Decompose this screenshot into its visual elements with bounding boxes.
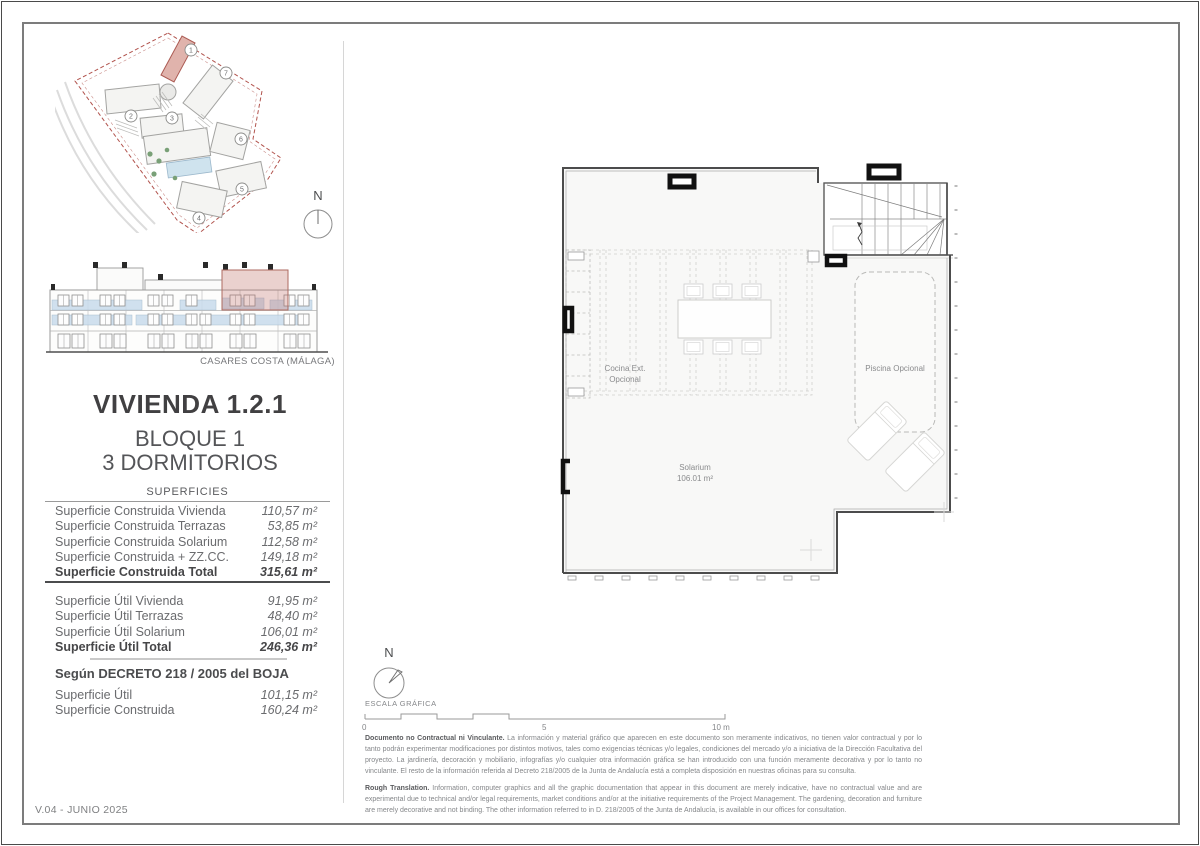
table-row-total: Superficie Útil Total 246,36 m² — [55, 639, 317, 654]
plan-north-label: N — [384, 645, 394, 660]
block-label: BLOQUE 1 — [134, 426, 246, 451]
table-row: Superficie Construida Terrazas 53,85 m² — [55, 519, 317, 534]
unit-title: VIVIENDA 1.2.1 — [93, 389, 287, 419]
table-row: Superficie Útil 101,15 m² — [55, 688, 317, 702]
scale-tick-0: 0 — [362, 723, 367, 732]
surfaces-header: SUPERFICIES — [146, 486, 229, 498]
decree-table — [45, 688, 317, 719]
railing-posts — [568, 576, 819, 580]
scale-tick-10: 10 m — [712, 723, 730, 732]
site-north-label: N — [313, 188, 323, 203]
unit-subtitle — [40, 427, 340, 475]
section-separator — [90, 658, 287, 660]
disclaimer-en-lead: Rough Translation. — [365, 785, 430, 793]
elevation-drawing — [40, 250, 332, 362]
disclaimer-block — [365, 734, 922, 824]
table-row: Superficie Construida + ZZ.CC. 149,18 m² — [55, 549, 317, 564]
built-total-rule — [45, 581, 330, 583]
table-row: Superficie Útil Solarium 106,01 m² — [55, 624, 317, 639]
surfaces-header-rule — [45, 501, 330, 502]
table-row: Superficie Construida Solarium 112,58 m² — [55, 534, 317, 549]
table-row: Superficie Construida 160,24 m² — [55, 703, 317, 718]
disclaimer-es: Documento no Contractual ni Vinculante. La información y material gráfico que aparecen en este documento son meramente indicativos, no tienen valor contractual y por lo tanto podrán experimentar modificaciones por distintos motivos, tales como exigencias técnicas y/o legales, condiciones del mercado y/o a iniciativa de la Dirección Facultativa del proyecto. La jardinería, decoración y mobiliario, infografías y/o cualquier otra información gráfica se han introducido con una función meramente decorativa y por lo tanto no vinculante. El resto de la información referida al Decreto 218/2005 de la Junta de Andalucía está a completa disposición en nuestras oficinas para su consulta. — [365, 735, 922, 775]
bedrooms-label: 3 DORMITORIOS — [102, 450, 278, 475]
column-divider — [343, 41, 344, 803]
plan-north-compass — [366, 643, 416, 703]
built-surfaces-table — [45, 504, 317, 580]
badge-1: 1 — [189, 47, 193, 55]
staircase — [824, 183, 953, 258]
solarium-label: Solarium — [679, 463, 711, 472]
site-north-compass — [298, 186, 342, 244]
scale-tick-5: 5 — [542, 723, 547, 732]
cocina-label-line2: Opcional — [609, 375, 641, 384]
badge-4: 4 — [197, 215, 201, 223]
badge-2: 2 — [129, 113, 133, 121]
elevation-caption: CASARES COSTA (MÁLAGA) — [200, 356, 335, 367]
badge-3: 3 — [170, 115, 174, 123]
disclaimer-en: Rough Translation. Information, computer graphics and all the graphic documentation that appear in this document are merely indicative, have no contractual value and are experimental due to technical and/or legal requirements, market conditions and/or at the initiative requirements of the Project Management. The gardening, decoration and furniture are merely decorative and not binding. The other information referred to in D. 218/2005 of the Junta de Andalucía, is available in our offices for consultation. — [365, 785, 922, 815]
site-plan-drawing — [55, 28, 300, 233]
version-label: V.04 - JUNIO 2025 — [35, 804, 128, 816]
cocina-label-line1: Cocina Ext. — [604, 364, 646, 373]
table-row: Superficie Útil Terrazas 48,40 m² — [55, 609, 317, 624]
useful-surfaces-table — [45, 594, 317, 655]
table-row-total: Superficie Construida Total 315,61 m² — [55, 565, 317, 580]
scale-title: ESCALA GRÁFICA — [365, 699, 437, 708]
solarium-area-label: 106.01 m² — [676, 474, 714, 483]
badge-5: 5 — [240, 186, 244, 194]
table-row: Superficie Construida Vivienda 110,57 m² — [55, 504, 317, 518]
table-row: Superficie Útil Vivienda 91,95 m² — [55, 594, 317, 608]
dining-table — [678, 284, 771, 354]
floor-plan-drawing — [550, 150, 970, 590]
badge-7: 7 — [224, 70, 228, 78]
disclaimer-es-lead: Documento no Contractual ni Vinculante. — [365, 735, 505, 742]
highlighted-unit-overlay — [222, 270, 288, 310]
badge-6: 6 — [239, 136, 243, 144]
highlighted-building-1 — [161, 36, 195, 82]
piscina-outline — [855, 272, 935, 432]
elevation-body — [46, 262, 328, 352]
decree-header: Según DECRETO 218 / 2005 del BOJA — [55, 666, 289, 681]
scale-bar — [360, 708, 750, 736]
piscina-label: Piscina Opcional — [865, 364, 925, 373]
